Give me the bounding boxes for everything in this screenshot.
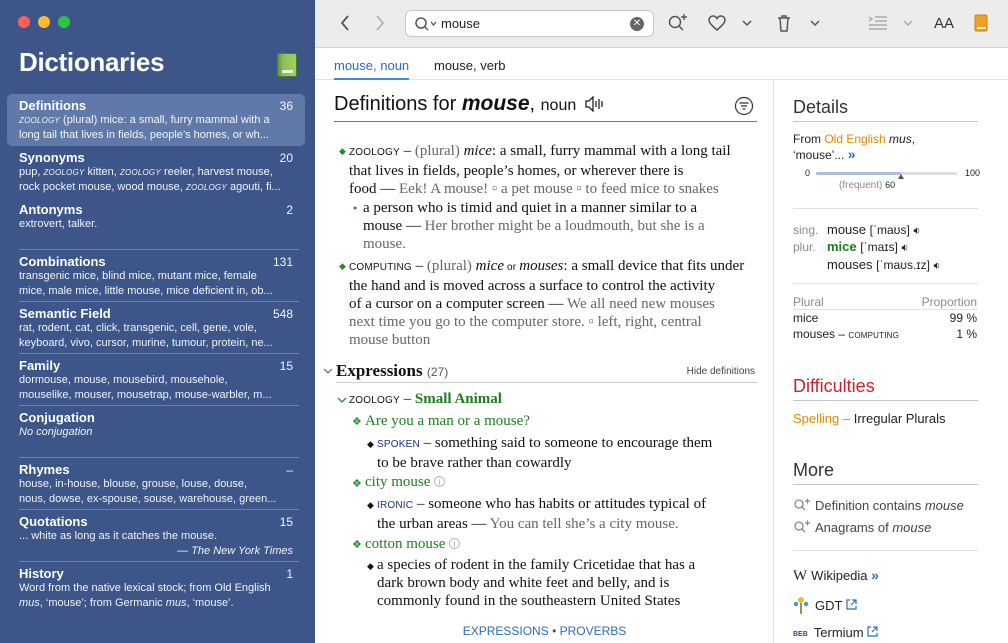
more-heading: More [793,460,835,480]
sidebar-item-preview: rock pocket mouse, wood mouse, [19,181,186,193]
zoom-window-button[interactable] [58,16,70,28]
expression-label: city mouse [365,474,431,490]
definition-text: the urban areas — [377,516,490,532]
sidebar-item-preview: , ‘mouse’. [186,597,234,609]
definition-text: that lives in fields, people’s homes, or wherever there is [349,163,684,179]
separator: • [552,624,557,638]
expression-item[interactable] [365,535,460,553]
external-link-icon [867,626,878,637]
plural-form [827,239,908,255]
speaker-icon[interactable]: 🔉︎ [913,225,921,237]
divider [793,208,978,209]
sidebar-item-preview: No conjugation [19,426,93,438]
chevron-down-icon [903,19,913,27]
definition-text: of a cursor on a computer screen — [349,296,567,312]
etymology-label: From [793,132,825,146]
speaker-icon[interactable]: 🔉︎ [933,260,941,272]
domain-tag: COMPUTING [848,331,900,340]
zoom-in-button[interactable] [666,11,688,35]
definition-text: – something said to someone to encourage them [419,435,713,451]
sidebar-item-preview: transgenic mice, blind mice, mutant mice, female [19,270,257,282]
bookmark-icon [974,14,988,32]
sidebar-title: Dictionaries [19,47,165,77]
sidebar-item-preview: pup, [19,166,44,178]
expressions-heading [336,361,448,381]
sidebar-item-preview: nous, dowse, ex-spouse, souse, warehouse, green... [19,493,277,505]
table-cell: 1 % [956,327,977,341]
spelling-difficulty [793,411,946,426]
details-heading: Details [793,97,849,117]
etymology-word: mus [885,132,912,146]
sidebar-item-preview: mouselike, mouser, mousetrap, mouse-warbler, m... [19,389,272,401]
info-icon[interactable]: i [434,476,445,487]
speaker-icon[interactable] [585,96,605,112]
ipa: [ˈmaɪs] [860,240,898,254]
singular-form [827,222,920,238]
favorites-menu-button[interactable] [740,11,754,35]
form-word: mouses [827,257,873,272]
table-header-proportion: Proportion [921,295,977,309]
ipa: [ˈmaʊs] [869,223,910,237]
font-size-button[interactable] [931,11,957,35]
domain-tag: ZOOLOGY [43,168,85,177]
divider [793,121,978,122]
difficulties-heading: Difficulties [793,376,875,396]
plural-form [827,257,940,273]
delete-menu-button[interactable] [808,11,822,35]
sidebar-item-rhymes[interactable] [7,458,305,510]
frequency-bar [816,172,957,175]
definition-text: : a small device that fits under [563,258,745,274]
etymology [793,132,915,146]
sidebar-item-family[interactable] [7,354,305,406]
sidebar-item-preview: — The New York Times [177,545,293,557]
definition-contains-link[interactable] [793,498,964,513]
delete-button[interactable] [775,11,793,35]
definitions-pane [315,80,774,643]
sidebar-item-label: Family [19,358,61,373]
link-label: Anagrams of [815,520,893,535]
table-cell: mouses – COMPUTING [793,327,900,341]
sidebar-item-count: 15 [279,359,293,373]
title-comma: , [529,93,536,115]
headword: mouse [461,92,530,115]
example-text: Her brother might be a loudmouth, but she is a [424,218,705,234]
expression-group: ZOOLOGY – Small Animal [349,391,502,407]
domain-tag: ZOOLOGY [119,168,161,177]
sense-bullet-icon: ◆ [339,146,346,156]
sidebar-item-count: 15 [279,515,293,529]
expressions-label: Expressions [336,361,423,380]
sidebar-item-preview: agouti, fi... [229,181,281,193]
part-of-speech-tabs [315,49,1008,80]
book-icon [277,53,297,77]
definition-text: the hand and is moved across a surface to control the activity [349,278,716,294]
definition-text: mouse — [363,218,425,234]
search-input[interactable] [441,16,621,31]
hide-definitions-button[interactable]: Hide definitions [686,366,755,377]
search-plus-icon [793,520,811,534]
sidebar-item-preview: long tail that lives in fields, people’s homes, or wh... [19,129,269,141]
sidebar-item-count: 1 [286,567,293,581]
minimize-window-button[interactable] [38,16,50,28]
chevron-down-icon[interactable] [337,396,347,404]
plural-note: (plural) [426,258,476,274]
frequency-marker-icon [898,174,904,179]
sidebar-item-preview: house, in-house, blouse, grouse, louse, douse, [19,478,248,490]
form-word: mouse [827,222,867,237]
table-cell: mice [793,311,819,325]
sidebar-item-semantic-field[interactable] [7,302,305,354]
frequency-label: (frequent) [839,180,883,191]
subsense-bullet-icon: ● [353,205,358,212]
table-word: mouses [793,327,836,341]
external-link-icon [846,599,857,610]
definition-subsense [363,199,773,253]
proverbs-link[interactable]: PROVERBS [559,624,627,638]
divider [793,309,978,310]
plural-note: (plural) [414,143,464,159]
anagrams-link[interactable] [793,520,931,535]
sidebar-item-preview: mice, male mice, little mouse, mice deficient in, ob... [19,285,273,297]
zoom-in-icon [667,14,687,32]
spelling-label: Spelling – [793,411,851,426]
chevron-down-icon [742,19,752,27]
ipa: [ˈmaʊs.ɪz] [876,258,930,272]
domain-tag: ZOOLOGY [349,147,400,158]
font-size-icon: AA [933,14,954,32]
sidebar-item-preview: reeler, harvest mouse, [163,166,273,178]
example-text: We all need new mouses [566,296,715,312]
termium-icon: BEB [793,631,808,638]
sidebar-item-count: 548 [272,307,293,321]
sidebar-item-definitions[interactable] [7,94,305,146]
sidebar-item-preview: kitten, [87,166,120,178]
sidebar-item-label: Definitions [19,98,87,113]
trash-icon [777,15,791,32]
sidebar-item-preview: (plural) mice: a small, furry mammal with a [63,114,270,126]
register-tag: SPOKEN [377,439,420,450]
link-label: Wikipedia [811,568,868,583]
sidebar-item-preview: keyboard, vivo, cursor, murine, tumour, protein, ne... [19,337,273,349]
definition-text: – someone who has habits or attitudes typical of [413,496,707,512]
divider [793,400,978,401]
example-text: mouse. [363,236,406,252]
page-title [334,92,605,116]
link-word: mouse [924,498,964,513]
gloss-text: ‘mouse’... [793,148,845,162]
definition-sense [349,257,769,349]
domain-tag: ZOOLOGY [349,395,400,406]
wikipedia-link[interactable] [793,567,879,585]
divider [793,283,978,284]
termium-link[interactable] [793,625,878,640]
forward-button[interactable] [370,11,390,35]
expression-bullet-icon: ❖ [352,416,362,428]
part-of-speech: noun [540,97,577,114]
form-word: mice [827,239,857,254]
clear-search-icon[interactable]: ✕ [630,17,644,31]
divider [793,484,978,485]
expression-bullet-icon: ❖ [352,539,362,551]
definition-text: commonly found in the southeastern United States [377,593,681,609]
frequency-fill [816,172,901,175]
link-label: Definition contains [815,498,925,513]
definition-text: : a small, furry mammal with a long tail [491,143,731,159]
sidebar-item-preview: dormouse, mouse, mousebird, mousehole, [19,374,228,386]
search-icon [414,16,438,32]
frequency-value: 60 [885,180,896,190]
frequency-max: 100 [965,168,981,178]
expression-bullet-icon: ❖ [352,478,362,490]
sidebar-item-count: 36 [279,99,293,113]
filter-menu-icon[interactable] [734,96,754,116]
table-cell: 99 % [949,311,977,325]
details-panel [775,80,1008,643]
example-text: mouse button [349,332,431,348]
definition-text: food — [349,181,399,197]
example-text: next time you go to the computer store. ▫ left, right, central [349,314,702,330]
sidebar-item-label: Combinations [19,254,106,269]
domain-tag: COMPUTING [349,262,412,273]
sidebar-item-preview: ... white as long as it catches the mouse. [19,530,218,542]
indent-icon [868,15,888,31]
sidebar-item-combinations[interactable] [7,250,305,302]
plural-form: mouses [519,258,564,274]
toolbar [315,0,1008,48]
divider [793,550,978,551]
section-divider [336,382,757,383]
speaker-icon[interactable]: 🔉︎ [901,242,909,254]
sidebar-item-label: Quotations [19,514,88,529]
link-word: mouse [892,520,932,535]
history-word: mus [19,597,40,609]
info-icon[interactable]: i [449,538,460,549]
link-label: GDT [815,598,843,613]
etymology-gloss [793,146,856,162]
sidebar-item-label: Conjugation [19,410,95,425]
sidebar-item-label: Synonyms [19,150,85,165]
expression-group-title: Small Animal [414,391,502,407]
more-chevron-icon[interactable]: » [847,146,856,162]
more-chevron-icon: » [871,567,879,583]
wikipedia-icon: W [793,568,808,584]
expression-definition [377,495,772,533]
dash: – [399,143,415,159]
gdt-icon [793,595,809,615]
sidebar-item-label: Antonyms [19,202,83,217]
etymology-language[interactable]: Old English [824,132,886,146]
sidebar [0,0,315,643]
sidebar-item-conjugation[interactable] [7,406,305,458]
example-text: You can tell she’s a city mouse. [489,516,679,532]
expression-label: cotton mouse [365,536,446,552]
sense-bullet-icon: ◆ [339,261,346,271]
definition-sense [349,142,769,198]
or-word: or [503,262,520,273]
frequency-caption [839,180,895,191]
expressions-count: (27) [426,365,449,379]
sidebar-item-history[interactable] [7,562,305,614]
search-field[interactable] [405,10,654,37]
sidebar-item-preview: Word from the native lexical stock; from Old English [19,582,271,594]
frequency-min: 0 [805,168,811,178]
footer-links [315,624,774,638]
close-window-button[interactable] [18,16,30,28]
sidebar-item-count: 131 [272,255,293,269]
example-text: Eek! A mouse! ▫ a pet mouse ▫ to feed mice to snakes [399,181,719,197]
expression-definition [377,556,772,610]
sidebar-item-label: Rhymes [19,462,70,477]
sidebar-item-count: 2 [286,203,293,217]
sidebar-item-count: – [286,463,293,477]
sense-bullet-icon: ◆ [367,561,374,571]
definition-text: dark brown body and white feet and belly, and is [377,575,670,591]
singular-label: sing. [793,223,819,237]
sidebar-item-quotations[interactable] [7,510,305,562]
back-arrow-icon [339,14,351,32]
chevron-down-icon [810,19,820,27]
sidebar-item-preview: , ‘mouse’; from Germanic [39,597,166,609]
heart-icon [708,15,726,31]
definition-text: a person who is timid and quiet in a manner similar to a [363,200,698,216]
tab-mouse-noun[interactable]: mouse, noun [334,58,409,80]
indent-button[interactable] [867,11,889,35]
title-divider [334,121,757,122]
expressions-link[interactable]: EXPRESSIONS [462,624,549,638]
register-tag: IRONIC [377,500,414,511]
link-label: Termium [813,625,864,640]
plural-label: plur. [793,240,816,254]
history-word: mus [165,597,187,609]
bookmark-button[interactable] [973,11,989,35]
gdt-link[interactable] [793,595,857,615]
etymology-comma: , [911,132,916,146]
expression-item[interactable] [365,473,445,491]
search-plus-icon [793,498,811,512]
chevron-down-icon[interactable] [323,367,333,375]
tab-mouse-verb[interactable]: mouse, verb [434,58,506,73]
sidebar-item-antonyms[interactable] [7,198,305,250]
forward-arrow-icon [374,14,386,32]
sidebar-item-count: 20 [279,151,293,165]
sense-bullet-icon: ◆ [367,500,374,510]
spelling-value: Irregular Plurals [853,411,946,426]
domain-tag: ZOOLOGY [185,183,227,192]
sidebar-item-preview: rat, rodent, cat, click, transgenic, cell, gene, vole, [19,322,257,334]
sidebar-item-synonyms[interactable] [7,146,305,198]
sense-bullet-icon: ◆ [367,439,374,449]
sidebar-item-label: Semantic Field [19,306,111,321]
back-button[interactable] [335,11,355,35]
definition-text: a species of rodent in the family Cricetidae that has a [377,557,696,573]
domain-tag: ZOOLOGY [19,116,60,125]
table-header-plural: Plural [793,295,824,309]
dash: – [411,258,427,274]
sidebar-item-preview: extrovert, talker. [19,218,98,230]
indent-menu-button[interactable] [901,11,915,35]
expression-item[interactable]: Are you a man or a mouse? [365,413,530,429]
favorite-button[interactable] [706,11,728,35]
plural-form: mice [463,143,492,159]
definition-text: to be brave rather than cowardly [377,455,572,471]
sidebar-item-label: History [19,566,64,581]
expression-definition [377,434,772,472]
plural-form: mice [475,258,504,274]
title-prefix: Definitions for [334,93,457,115]
